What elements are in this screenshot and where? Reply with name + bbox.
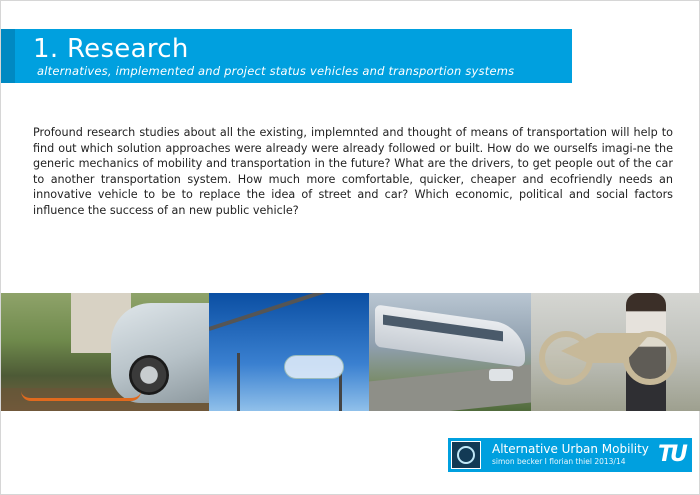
photo-gallery bbox=[1, 293, 700, 411]
photo-suspended-monorail bbox=[209, 293, 369, 411]
banner-accent bbox=[1, 29, 15, 83]
urban-mobility-logo-icon bbox=[451, 441, 481, 469]
project-title: Alternative Urban Mobility bbox=[492, 442, 649, 456]
photo-cardboard-bicycle bbox=[531, 293, 700, 411]
university-logo: TU bbox=[658, 442, 685, 467]
footer-banner bbox=[448, 438, 692, 472]
page-subtitle: alternatives, implemented and project status vehicles and transportion systems bbox=[37, 64, 515, 78]
photo-straddling-bus bbox=[369, 293, 531, 411]
research-paragraph: Profound research studies about all the existing, implemnted and thought of means of transportation will help to find out which solution approaches were already were already followed or built. How do we ourselfs imagi-ne the generic mechanics of mobility and transportation in the future? What are the drivers, to get people out of the car to another transportation system. How much more comfortable, quicker, cheaper and ecofriendly needs an innovative vehicle to be to replace the idea of street and car? Which economic, political and social factors influence the success of an new public vehicle? bbox=[33, 126, 673, 217]
page-title: 1. Research bbox=[33, 34, 189, 64]
project-authors: simon becker I florian thiel 2013/14 bbox=[492, 457, 626, 466]
photo-electric-car-charging bbox=[1, 293, 209, 411]
title-banner bbox=[1, 29, 572, 83]
